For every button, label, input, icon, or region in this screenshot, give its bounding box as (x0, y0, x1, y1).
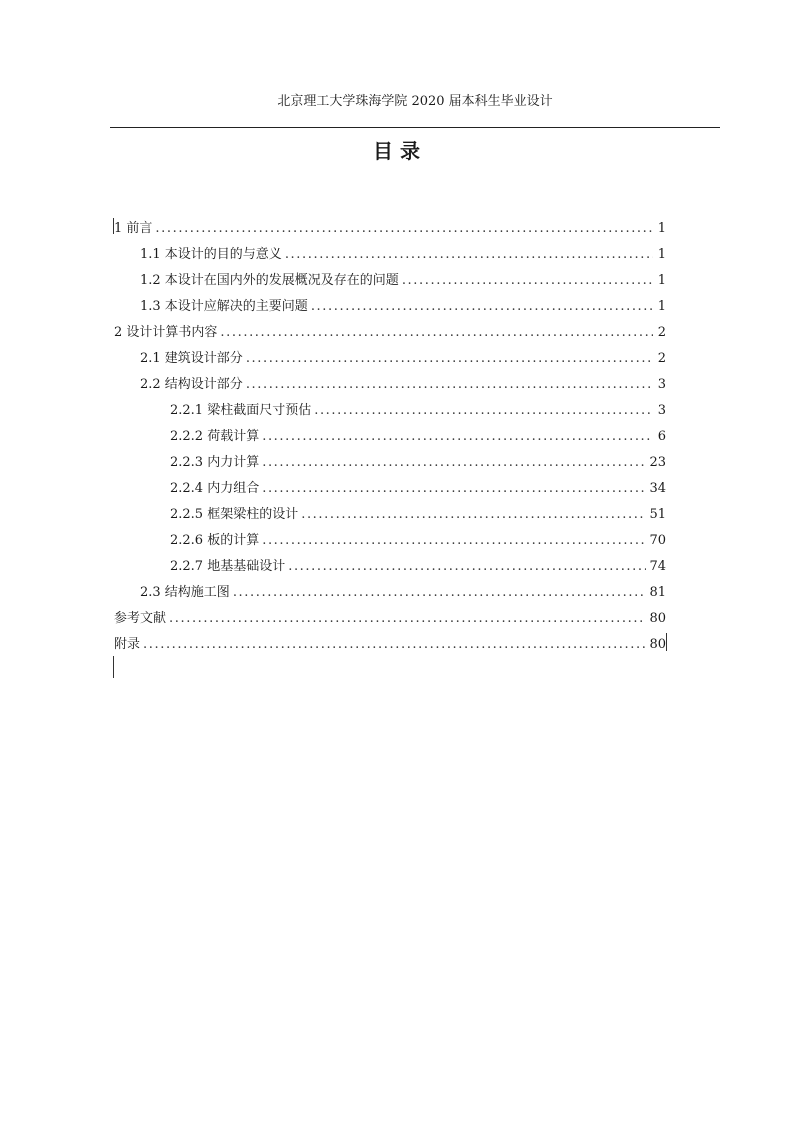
toc-entry-label: 1 前言 (114, 221, 153, 236)
text-cursor-end (666, 633, 667, 651)
toc-entry[interactable] (114, 370, 666, 396)
toc-entry[interactable] (114, 396, 666, 422)
toc-entry[interactable] (114, 630, 666, 656)
dot-leader (246, 374, 653, 396)
toc-title: 目 录 (373, 139, 420, 163)
dot-leader (233, 582, 647, 604)
toc-entry-label: 2 设计计算书内容 (114, 325, 218, 340)
toc-entry-label: 1.1 本设计的目的与意义 (140, 247, 282, 262)
toc-entry-page: 1 (657, 273, 666, 288)
toc-entry[interactable] (114, 318, 666, 344)
dot-leader (262, 530, 646, 552)
toc-entry-page: 80 (649, 611, 666, 626)
toc-entry-label: 1.2 本设计在国内外的发展概况及存在的问题 (140, 273, 399, 288)
toc-entry[interactable] (114, 266, 666, 292)
toc-entry-label: 2.2.4 内力组合 (170, 481, 260, 496)
dot-leader (246, 348, 653, 370)
toc-entry[interactable] (114, 448, 666, 474)
dot-leader (402, 270, 653, 292)
toc-entry-page: 2 (657, 325, 666, 340)
dot-leader (262, 452, 646, 474)
toc-entry-label: 2.2 结构设计部分 (140, 377, 243, 392)
dot-leader (285, 244, 653, 266)
toc-entry-label: 2.1 建筑设计部分 (140, 351, 243, 366)
toc-entry-page: 51 (649, 507, 666, 522)
toc-entry-page: 3 (657, 403, 666, 418)
toc-entry-page: 1 (657, 299, 666, 314)
toc-entry-label: 2.2.6 板的计算 (170, 533, 260, 548)
toc-entry-label: 2.2.2 荷载计算 (170, 429, 260, 444)
toc-entry[interactable] (114, 604, 666, 630)
toc-entry[interactable] (114, 240, 666, 266)
toc-entry-label: 2.2.5 框架梁柱的设计 (170, 507, 299, 522)
toc-entry-page: 81 (649, 585, 666, 600)
toc-entry-page: 1 (657, 247, 666, 262)
toc-entry-label: 参考文献 (114, 611, 167, 626)
toc-entry[interactable] (114, 214, 666, 240)
header-rule (110, 127, 720, 128)
dot-leader (314, 400, 653, 422)
toc-entry[interactable] (114, 526, 666, 552)
toc-entry-page: 3 (657, 377, 666, 392)
dot-leader (169, 608, 646, 630)
toc-entry-label: 2.2.7 地基基础设计 (170, 559, 286, 574)
dot-leader (143, 634, 646, 656)
toc-entry-page: 23 (649, 455, 666, 470)
text-cursor-next-line (113, 656, 114, 678)
dot-leader (155, 218, 653, 240)
toc-entry-page: 1 (657, 221, 666, 236)
dot-leader (288, 556, 646, 578)
dot-leader (220, 322, 653, 344)
dot-leader (262, 478, 646, 500)
toc-entry-label: 附录 (114, 637, 141, 652)
toc-entry[interactable] (114, 422, 666, 448)
dot-leader (262, 426, 653, 448)
toc-entry-label: 1.3 本设计应解决的主要问题 (140, 299, 308, 314)
page-header: 北京理工大学珠海学院 2020 届本科生毕业设计 (277, 94, 553, 109)
toc-entry-label: 2.2.3 内力计算 (170, 455, 260, 470)
toc-entry-page: 6 (657, 429, 666, 444)
toc-entry-label: 2.3 结构施工图 (140, 585, 230, 600)
toc-entry-page: 70 (649, 533, 666, 548)
toc-entry-label: 2.2.1 梁柱截面尺寸预估 (170, 403, 312, 418)
dot-leader (301, 504, 646, 526)
toc-entry[interactable] (114, 344, 666, 370)
toc-entry-page: 74 (649, 559, 666, 574)
toc-entry[interactable] (114, 500, 666, 526)
toc-entry-page: 2 (657, 351, 666, 366)
table-of-contents (114, 214, 666, 656)
toc-entry[interactable] (114, 292, 666, 318)
toc-entry[interactable] (114, 474, 666, 500)
dot-leader (311, 296, 653, 318)
toc-entry[interactable] (114, 552, 666, 578)
toc-entry-page: 80 (649, 637, 666, 652)
toc-entry-page: 34 (649, 481, 666, 496)
toc-entry[interactable] (114, 578, 666, 604)
